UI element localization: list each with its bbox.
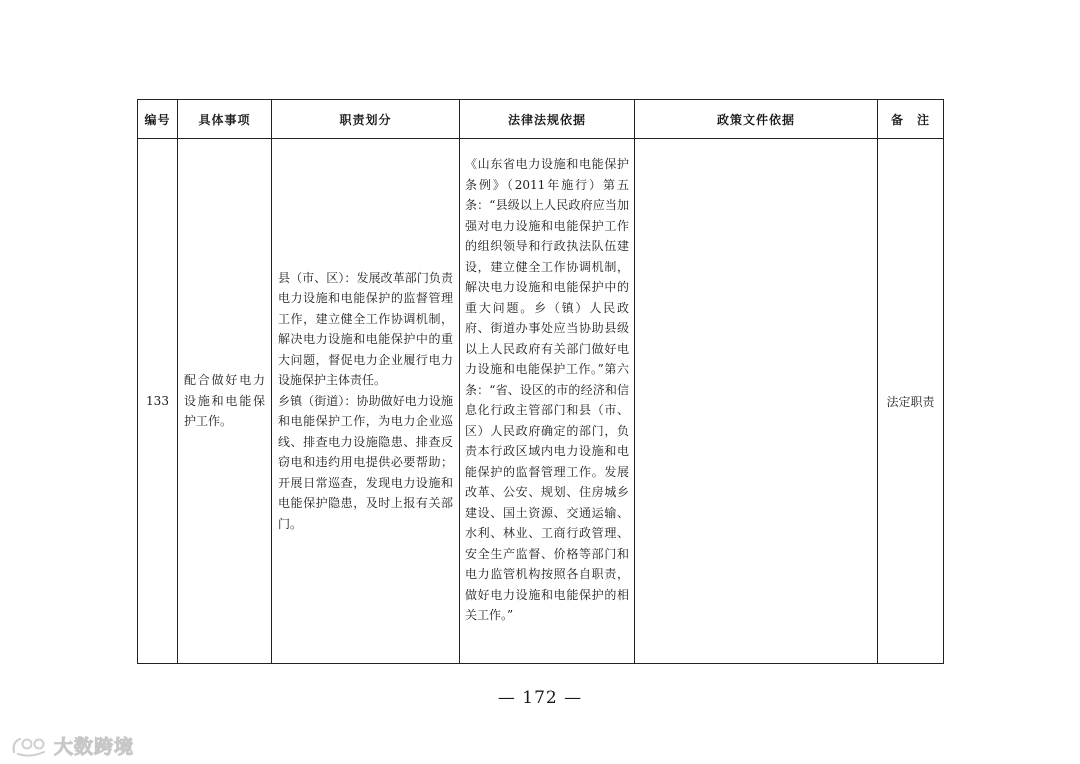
header-law: 法律法规依据: [460, 100, 635, 139]
watermark: [10, 732, 134, 759]
table-row: [138, 139, 944, 664]
duty-table: [137, 99, 944, 664]
row-law: 《山东省电力设施和电能保护条例》（2011年施行）第五条：“县级以上人民政府应当加强对电力设施和电能保护工作的组织领导和行政执法队伍建设，建立健全工作协调机制，解决电力设施和电能保护中的重大问题。乡（镇）人民政府、街道办事处应当协助县级以上人民政府有关部门做好电力设施和电能保护工作。”第六条：“省、设区的市的经济和信息化行政主管部门和县（市、区）人民政府确定的部门，负责本行政区域内电力设施和电能保护的监督管理工作。发展改革、公安、规划、住房城乡建设、国土资源、交通运输、水利、林业、工商行政管理、安全生产监督、价格等部门和电力监管机构按照各自职责，做好电力设施和电能保护的相关工作。”: [465, 157, 629, 622]
row-policy: [635, 139, 878, 664]
header-number: 编号: [138, 100, 178, 139]
table-header-row: [138, 100, 944, 139]
row-duty: 县（市、区）：发展改革部门负责电力设施和电能保护的监督管理工作，建立健全工作协调机制，解决电力设施和电能保护中的重大问题，督促电力企业履行电力设施保护主体责任。 乡镇（街道）：协助做好电力设施和电能保护工作，为电力企业巡线、排查电力设施隐患、排查反窃电和违约用电提供必要帮助；开展日常巡查，发现电力设施和电能保护隐患，及时上报有关部门。: [278, 270, 453, 531]
row-number: 133: [138, 139, 178, 664]
row-item-cell: [178, 139, 272, 664]
watermark-text: 大数跨境: [54, 736, 135, 758]
header-duty: 职责划分: [272, 100, 460, 139]
header-item: 具体事项: [178, 100, 272, 139]
header-note: 备 注: [878, 100, 944, 139]
row-item: 配合做好电力设施和电能保护工作。: [184, 373, 265, 429]
brand-logo-icon: [10, 734, 50, 758]
page-number: — 172 —: [497, 688, 583, 708]
row-law-cell: [460, 139, 635, 664]
row-note: 法定职责: [878, 139, 944, 664]
header-policy: 政策文件依据: [635, 100, 878, 139]
row-duty-cell: [272, 139, 460, 664]
